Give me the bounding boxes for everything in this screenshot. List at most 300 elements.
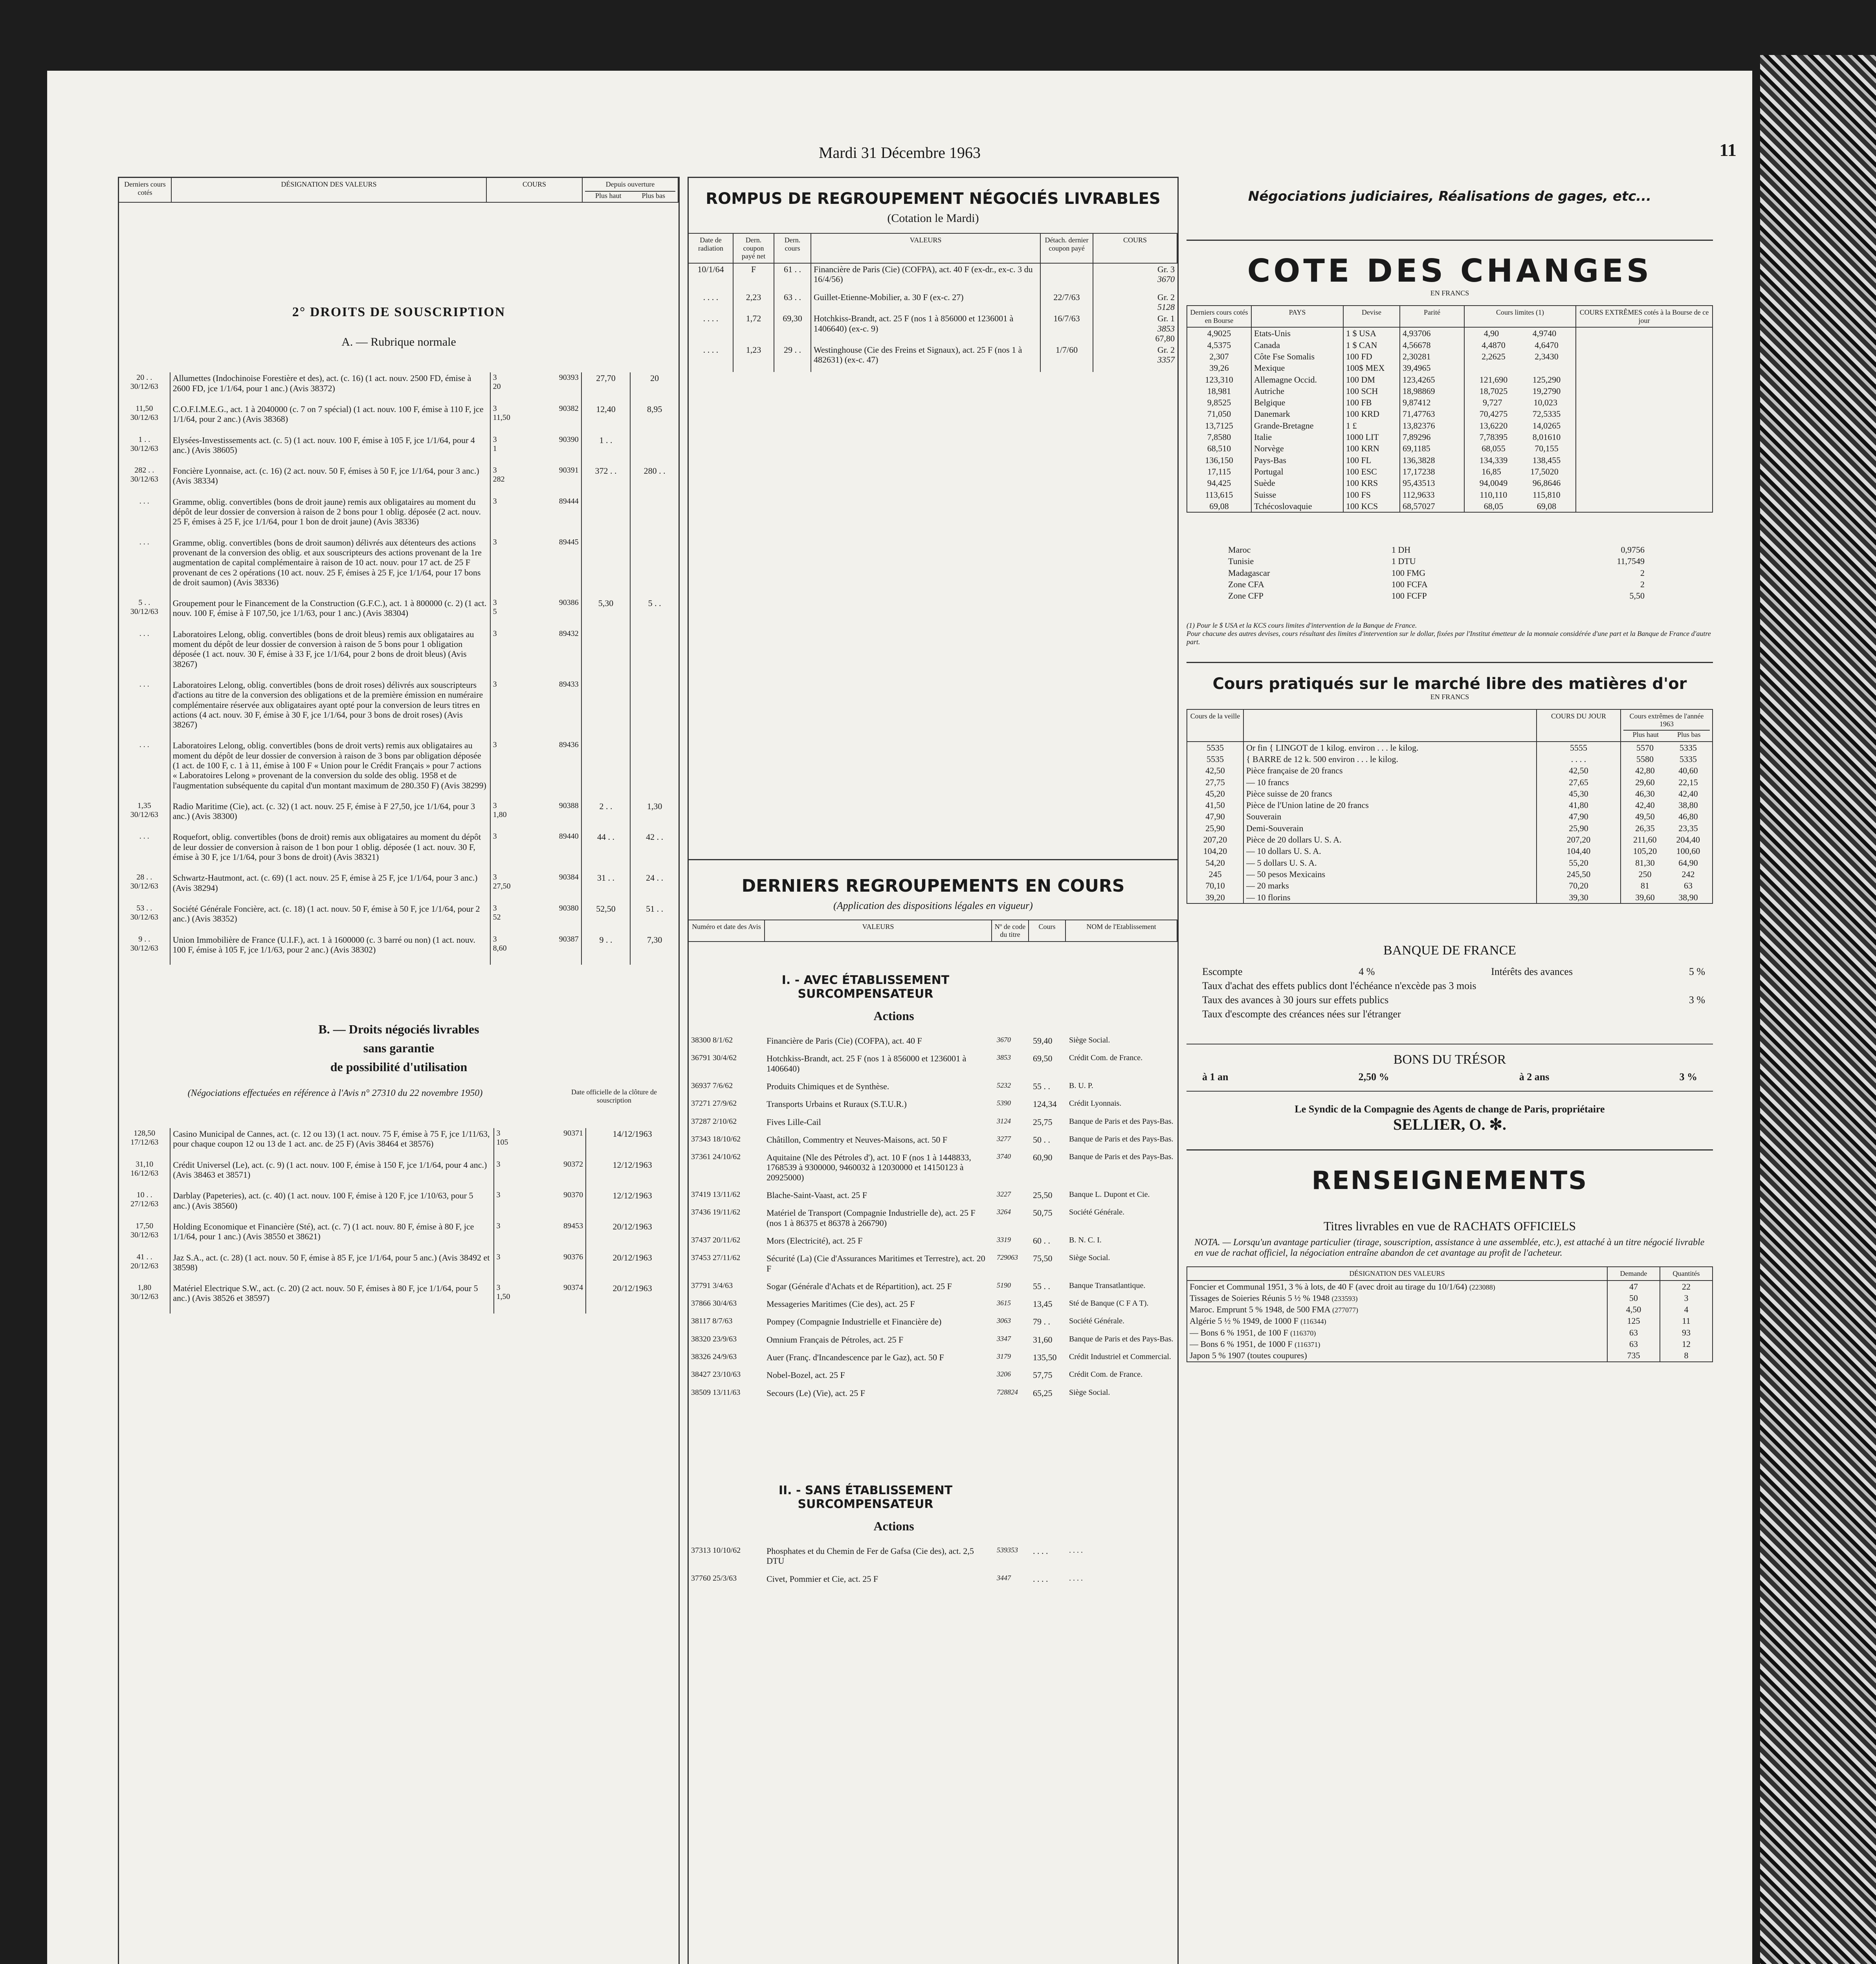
change-limit-low: 94,0049 [1479,478,1508,488]
or-lo: 42,40 [1678,788,1698,799]
rens-designation [1187,1304,1607,1315]
regroup-etab: Banque de Paris et des Pays-Bas. [1069,1334,1174,1343]
table-row [689,1235,1177,1253]
or-veille: 54,20 [1187,857,1243,868]
table-row [1187,742,1713,753]
actions-label-2: Actions [873,1519,914,1533]
coupon-mark: 3 [493,680,497,689]
regroup-cours: . . . . [1033,1546,1048,1556]
plus-bas: 51 . . [646,903,664,914]
table-row [689,1387,1177,1405]
cours-cell [494,1282,586,1314]
rompus-last: 61 . . [774,263,811,291]
rompus-h-detach: Détach. dernier coupon payé [1040,233,1093,263]
or-veille: 41,50 [1187,799,1243,811]
col-header-last: Derniers cours cotés [119,178,171,202]
regroup-code: 3124 [997,1117,1011,1125]
regroup-etab: Crédit Industriel et Commercial. [1069,1352,1171,1361]
avis-cell [689,1573,764,1591]
or-jour: 5555 [1537,742,1621,753]
valeur-code: 89445 [559,537,579,546]
table-row [689,1116,1177,1134]
rens-table [1186,1266,1713,1362]
regroup-valeur: Sogar (Générale d'Achats et de Répartition), act. 25 F [767,1281,952,1291]
or-hi: 250 [1638,869,1652,879]
cours-cell [490,537,581,597]
last-cours: 11,50 [136,404,153,413]
change-pays: Etats-Unis [1251,327,1343,339]
change-limit-low: 4,90 [1484,328,1499,339]
avis-date: 30/4/63 [713,1299,737,1308]
valeur-code: 90376 [563,1252,583,1261]
cours-value: 105 [496,1138,508,1147]
regroup-cours: . . . . [1033,1574,1048,1584]
avis-cell [689,1134,764,1152]
avis-date: 23/10/63 [713,1370,741,1379]
table-row [119,872,679,903]
last-cours-date: 30/12/63 [130,810,158,819]
change-last: 9,8525 [1187,397,1251,408]
table-row [689,1035,1177,1053]
or-extremes [1621,788,1713,799]
valeur-designation: Elysées-Investissements act. (c. 5) (1 act. nouv. 100 F, émise à 105 F, jce 1/1/64, pour 4 anc.) (Avis 38605) [170,434,490,465]
cours-value: 5 [493,607,497,616]
last-cours: 10 . . [136,1191,152,1200]
or-label: Pièce française de 20 francs [1243,765,1537,776]
cours-value: 282 [493,475,505,484]
or-extremes [1621,857,1713,868]
regroup-h-num: Numéro et date des Avis [689,920,765,942]
valeur-designation: Laboratoires Lelong, oblig. convertibles (bons de droit verts) remis aux obligataires au moment du dépôt de leur dossier de conversion à raison de 3 bons par obligation déposée (1 act. de 100 F, c. 1 à 11, émise à 100 F « Union pour le Crédit Français » pour 7 actions « Laboratoires Lelong » provenant de la conversion du solde des oblig. 1958 et de l'augmentation subséquente du capital d'un montant maximum de 280.350 F) (Avis 38299) [170,740,490,800]
table-row [119,403,679,434]
rompus-valeur: Hotchkiss-Brandt, act. 25 F (nos 1 à 856000 et 1236001 à 1406640) (ex-c. 9) [811,313,1040,344]
rens-demande: 735 [1607,1350,1660,1361]
rens-designation [1187,1281,1607,1292]
change-limit-high: 14,0265 [1532,420,1561,431]
table-row [1187,1281,1713,1292]
plus-haut: 372 . . [581,465,630,496]
change-devise: 100 ESC [1343,466,1400,477]
table-row [1187,1304,1713,1315]
table-row [689,1053,1177,1081]
subsection-b-line3: de possibilité d'utilisation [330,1060,468,1074]
table-row [119,1190,679,1221]
rompus-detach [1040,263,1093,291]
cours-value: 1,80 [493,810,507,819]
tresor-l1: à 1 an [1202,1071,1229,1083]
table-row [689,1152,1177,1189]
rens-text: — Bons 6 % 1951, de 100 F [1190,1327,1288,1337]
regroup-title: DERNIERS REGROUPEMENTS EN COURS [689,859,1177,896]
regroup-cours: 135,50 [1033,1352,1057,1363]
regroup-code: 3853 [997,1053,1011,1062]
plus-bas [630,740,679,800]
avis-cell [689,1387,764,1405]
change-devise: 1 $ USA [1343,327,1400,339]
change-parite: 95,43513 [1400,477,1464,489]
cours-cell [494,1252,586,1283]
syndic-line: Le Syndic de la Compagnie des Agents de change de Paris, propriétaire [1295,1103,1605,1115]
change-extremes [1576,489,1713,500]
cours-cell [494,1159,586,1190]
or-jour: 245,50 [1537,868,1621,880]
rompus-coupon: 1,23 [733,344,774,372]
table-row [689,344,1177,372]
avis-date: 19/11/62 [713,1208,741,1217]
table-row [1187,351,1713,362]
avis-cell [689,1352,764,1369]
change-parite: 136,3828 [1400,454,1464,466]
change-last: 123,310 [1187,374,1251,385]
regroup-h-valeurs: VALEURS [765,920,992,942]
last-cours: 1,80 [138,1283,152,1292]
rompus-group: Gr. 2 [1157,345,1175,355]
or-label: Souverain [1243,811,1537,822]
regroup-rows-2 [689,1545,1177,1591]
regroup-code: 728824 [997,1388,1018,1396]
table-row [689,1253,1177,1281]
last-cours-date: 30/12/63 [130,382,158,391]
tresor-v2: 3 % [1679,1071,1697,1083]
or-hi: 39,60 [1635,892,1655,902]
avis-cell [689,1116,764,1134]
last-cours-cell [119,372,170,403]
valeur-designation: Crédit Universel (Le), act. (c. 9) (1 act. nouv. 100 F, émise à 150 F, jce 1/1/64, pour 4 anc.) (Avis 38463 et 38571) [170,1159,493,1190]
regroup-etab: Crédit Lyonnais. [1069,1099,1122,1108]
table-row [1187,1350,1713,1361]
regroup-code: 729063 [997,1253,1018,1262]
extra-value: 0,9756 [1621,545,1645,555]
plus-haut [581,628,630,679]
avis-date: 8/1/62 [713,1036,733,1045]
or-hi: 81,30 [1635,857,1655,868]
or-hi: 5580 [1636,754,1654,764]
rompus-code: 3670 [1157,274,1175,284]
avis-number: 38509 [691,1388,711,1397]
subsection-b-line1: B. — Droits négociés livrables [318,1022,479,1037]
change-limit-high: 2,3430 [1535,351,1559,361]
last-cours-cell [119,1282,170,1314]
avis-date: 18/10/62 [713,1134,741,1143]
regroup-rows [689,1035,1177,1405]
avis-date: 30/4/62 [713,1053,737,1063]
change-extremes [1576,431,1713,443]
rens-code: (116370) [1290,1329,1316,1337]
last-cours-date: 30/12/63 [130,1292,159,1301]
avis-number: 37791 [691,1281,711,1290]
regroup-valeur: Blache-Saint-Vaast, act. 25 F [767,1190,867,1200]
coupon-mark: 3 [493,740,497,749]
or-veille: 25,90 [1187,823,1243,834]
bdf-label: Escompte [1202,966,1243,977]
or-extremes [1621,880,1713,891]
last-cours: 20 . . [136,373,152,382]
table-row [119,628,679,679]
last-cours-date: 30/12/63 [130,944,158,953]
table-row [1187,339,1713,351]
change-devise: 1000 LIT [1343,431,1400,443]
regroup-valeur: Messageries Maritimes (Cie des), act. 25 F [767,1299,915,1309]
table-row [119,1282,679,1314]
subsection-a: A. — Rubrique normale [341,335,456,349]
rens-subtitle: Titres livrables en vue de RACHATS OFFICIELS [1323,1218,1576,1233]
table-row [689,1098,1177,1116]
change-last: 18,981 [1187,385,1251,397]
bdf-label: Taux d'achat des effets publics dont l'échéance n'excède pas 3 mois [1202,980,1476,991]
cours-cell [490,801,581,832]
last-cours-cell [119,679,170,740]
rens-quantite: 12 [1682,1339,1691,1349]
plus-bas: 7,30 [647,934,662,945]
avis-number: 38300 [691,1036,711,1045]
cloture-date: 20/12/1963 [612,1221,652,1231]
change-last: 2,307 [1187,351,1251,362]
extra-value: 5,50 [1629,591,1645,601]
last-cours: 1,35 [137,801,151,810]
last-cours-cell [119,1190,170,1221]
table-row [1187,420,1713,431]
table-row [1187,1338,1713,1350]
changes-note-2: Pour chacune des autres devises, cours résultant des limites d'intervention sur le dollar, fixées par l'Institut émetteur de la monnaie considérée d'une part et la Banque de France d'autre part. [1186,629,1711,646]
change-last: 7,8580 [1187,431,1251,443]
valeur-designation: Société Générale Foncière, act. (c. 18) (1 act. nouv. 50 F, émise à 50 F, jce 1/1/64, pour 2 anc.) (Avis 38352) [170,903,490,934]
rompus-date: . . . . [689,344,733,372]
regroup-h-cours: Cours [1029,920,1065,942]
regroup-valeur: Auer (Franç. d'Incandescence par le Gaz), act. 50 F [767,1352,944,1363]
cours-cell [490,679,581,740]
last-cours-date: 30/12/63 [130,912,158,922]
change-extremes [1576,374,1713,385]
rompus-group: Gr. 3 [1157,264,1175,275]
or-veille: 27,75 [1187,777,1243,788]
rens-quantite: 4 [1684,1304,1689,1315]
or-hi: 5570 [1636,742,1654,753]
avis-number: 38117 [691,1317,711,1326]
rens-demande: 125 [1607,1315,1660,1326]
change-last: 4,5375 [1187,339,1251,351]
table-row [1187,466,1713,477]
table-row [689,1298,1177,1316]
change-devise: 100 KRS [1343,477,1400,489]
regroup-code: 539353 [997,1546,1018,1554]
regroup-etab: Société Générale. [1069,1208,1125,1217]
change-limit-high: 138,455 [1532,455,1561,465]
table-row [1187,397,1713,408]
plus-haut: 52,50 [581,903,630,934]
regroup-cours: 75,50 [1033,1253,1053,1264]
plus-bas: 280 . . [644,466,666,476]
table-row [119,934,679,965]
or-label: — 5 dollars U. S. A. [1243,857,1537,868]
regroup-cours: 50,75 [1033,1208,1053,1218]
last-cours-date: 30/12/63 [130,413,158,422]
or-lo: 204,40 [1676,835,1700,845]
table-row [1187,880,1713,891]
rens-designation [1187,1292,1607,1304]
valeur-code: 89453 [563,1221,583,1230]
last-cours-cell [119,628,170,679]
table-row [689,1573,1177,1591]
or-lo: 64,90 [1678,857,1698,868]
change-devise: 100 KRD [1343,408,1400,420]
plus-haut [581,537,630,597]
table-row [119,740,679,800]
valeur-code: 90386 [559,598,579,607]
bdf-value: 3 % [1689,994,1705,1006]
coupon-mark: 3 [493,496,497,506]
regroup-valeur: Hotchkiss-Brandt, act. 25 F (nos 1 à 856000 et 1236001 à 1406640) [767,1053,966,1074]
last-cours-cell [119,1221,170,1252]
change-last: 113,615 [1187,489,1251,500]
table-row [1187,489,1713,500]
change-pays: Grande-Bretagne [1251,420,1343,431]
rens-designation [1187,1350,1607,1361]
last-cours-cell [119,831,170,872]
neg-title: Négociations judiciaires, Réalisations de gages, etc... [1248,189,1652,204]
regroup-cours: 25,75 [1033,1117,1053,1127]
table-row [1187,1315,1713,1326]
rompus-code: 3853 [1157,323,1175,333]
avis-date: 7/6/62 [713,1081,733,1090]
change-limit-high: 69,08 [1537,501,1557,511]
cloture-date: 20/12/1963 [612,1283,652,1293]
bdf-value: 4 % [1359,966,1375,977]
plus-haut: 44 . . [581,831,630,872]
or-extremes [1621,868,1713,880]
rens-code: (223088) [1469,1283,1495,1291]
rens-text: Algérie 5 ½ % 1949, de 1000 F [1190,1316,1298,1326]
or-jour: 207,20 [1537,834,1621,845]
change-devise: 100 FD [1343,351,1400,362]
avis-number: 37760 [691,1574,711,1583]
change-extremes [1576,443,1713,454]
regroup-valeur: Sécurité (La) (Cie d'Assurances Maritimes et Terrestre), act. 20 F [767,1253,985,1273]
rompus-code: 3357 [1157,355,1175,365]
cours-cell [494,1221,586,1252]
bdf-line [1202,966,1705,978]
or-veille: 5535 [1187,742,1243,753]
or-label: { BARRE de 12 k. 500 environ . . . le kilog. [1243,753,1537,765]
or-extremes [1621,823,1713,834]
table-row [1187,753,1713,765]
rompus-code: 5128 [1157,302,1175,312]
regroup-valeur: Aquitaine (Nle des Pétroles d'), act. 10 F (nos 1 à 1448833, 1768539 à 9300000, 9460032 à 12030000 et 14150123 à 20925000) [767,1152,971,1182]
regroup-cours: 57,75 [1033,1370,1053,1380]
valeur-designation: Union Immobilière de France (U.I.F.), act. 1 à 1600000 (c. 3 barré ou non) (1 act. nouv. 100 F, émise à 105 F, jce 1/1/63, pour 2 anc.) (Avis 38302) [170,934,490,965]
change-pays: Danemark [1251,408,1343,420]
changes-subtitle: EN FRANCS [1430,289,1469,297]
last-cours-cell [119,1128,170,1159]
or-veille: 45,20 [1187,788,1243,799]
table-row [1187,777,1713,788]
rompus-valeur: Guillet-Etienne-Mobilier, a. 30 F (ex-c. 27) [811,291,1040,313]
valeur-code: 90387 [559,934,579,944]
change-pays: Tchécoslovaquie [1251,500,1343,512]
rompus-subtitle: (Cotation le Mardi) [887,212,979,225]
or-label: Pièce suisse de 20 francs [1243,788,1537,799]
sect2-title: II. - SANS ÉTABLISSEMENT SURCOMPENSATEUR [778,1483,953,1511]
rens-code: (233593) [1331,1294,1358,1303]
or-extremes [1621,799,1713,811]
cours-cell [490,872,581,903]
or-jour: 25,90 [1537,823,1621,834]
avis-cell [689,1098,764,1116]
valeur-code: 89433 [559,680,579,689]
regroup-code: 3615 [997,1299,1011,1307]
coupon-mark: 3 [493,537,497,546]
rens-designation [1187,1338,1607,1350]
change-parite: 9,87412 [1400,397,1464,408]
changes-h-pays: PAYS [1251,306,1343,327]
avis-number: 38427 [691,1370,711,1379]
or-hi: 81 [1641,881,1649,891]
last-cours: 1 . . [138,435,150,444]
rompus-h-cours: Dern. cours [774,233,811,263]
table-row [1187,857,1713,868]
rompus-coupon: F [733,263,774,291]
change-limits [1464,443,1576,454]
table-row [1187,431,1713,443]
table-row [1187,385,1713,397]
change-limits [1464,385,1576,397]
change-limit-low: 9,727 [1483,398,1502,408]
bdf-title: BANQUE DE FRANCE [1383,943,1517,958]
plus-haut [581,679,630,740]
change-pays: Portugal [1251,466,1343,477]
or-label: — 50 pesos Mexicains [1243,868,1537,880]
cours-cell [494,1190,586,1221]
plus-bas [630,496,679,537]
change-limit-low: 68,055 [1482,443,1506,454]
extra-pays: Madagascar [1228,568,1270,578]
change-parite: 68,57027 [1400,500,1464,512]
regroup-code: 3670 [997,1036,1011,1044]
change-limit-high: 96,8646 [1532,478,1561,488]
rens-note: NOTA. — Lorsqu'un avantage particulier (tirage, souscription, assistance à une assemblée, etc.), est attaché à un titre négocié livrable en vue de rachat officiel, la négociation entraîne abandon de cet avantage au profit de l'acheteur. [1194,1237,1705,1258]
change-limits [1464,397,1576,408]
table-row [1187,799,1713,811]
or-lo: 40,60 [1678,766,1698,776]
actions-label-1: Actions [873,1009,914,1023]
regroup-code: 3179 [997,1352,1011,1361]
change-limit-low: 2,2625 [1482,351,1506,361]
plus-haut: 9 . . [581,934,630,965]
or-jour: . . . . [1537,753,1621,765]
avis-number: 37437 [691,1235,711,1244]
rens-demande: 4,50 [1607,1304,1660,1315]
regroup-code: 3447 [997,1574,1011,1582]
valeur-code: 90382 [559,404,579,413]
rens-code: (116344) [1300,1317,1326,1326]
or-jour: 27,65 [1537,777,1621,788]
table-row [119,496,679,537]
coupon-mark: 3 [493,934,497,944]
regroup-valeur: Nobel-Bozel, act. 25 F [767,1370,845,1380]
avis-date: 13/11/62 [713,1190,741,1199]
or-h-hi: Plus haut [1632,730,1659,738]
table-row [119,1252,679,1283]
change-extremes [1576,466,1713,477]
or-label: — 20 marks [1243,880,1537,891]
change-pays: Belgique [1251,397,1343,408]
avis-cell [689,1235,764,1253]
rompus-valeur: Westinghouse (Cie des Freins et Signaux), act. 25 F (nos 1 à 482631) (ex-c. 47) [811,344,1040,372]
change-last: 13,7125 [1187,420,1251,431]
bdf-label: Taux d'escompte des créances nées sur l'étranger [1202,1008,1401,1020]
coupon-mark: 3 [493,373,497,382]
changes-title: COTE DES CHANGES [1247,253,1652,289]
sellier-line: SELLIER, O. ✻. [1393,1115,1507,1133]
